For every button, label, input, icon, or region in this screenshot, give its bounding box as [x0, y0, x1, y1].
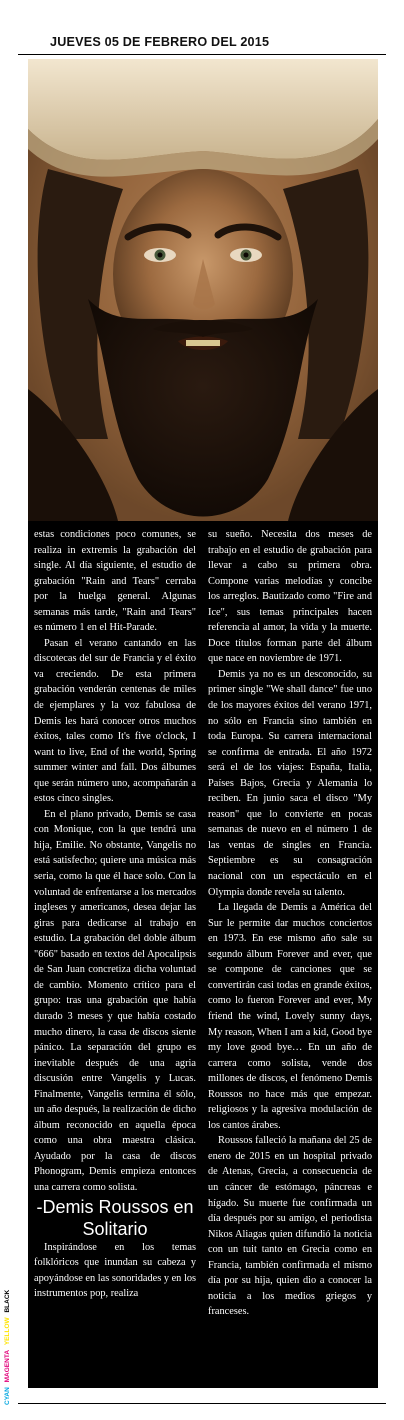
portrait-photo [28, 59, 378, 521]
article-paragraph: La llegada de Demis a América del Sur le permite dar muchos conciertos en 1973. En ese mismo año sale su segundo álbum Forever and ever, que se compone de canciones que se convertirán casi todas en grande éxitos, como lo fueron Forever and ever, My friend the wind, Lovely sunny days, My reason, When I am a kid, Good bye my love good bye… En un año de carrera como solista, vende dos millones de discos, el fenómeno Demis Roussos no hace más que empezar. religiosos y la agresiva modulación de los cantos árabes. [208, 902, 372, 1131]
color-bar-yellow: YELLOW [4, 1317, 11, 1346]
article-paragraph: estas condiciones poco comunes, se realiza in extremis la grabación del single. Al día siguiente, el estudio de grabación "Rain and Tears" cerraba por la huelga general. Algunas semanas más tarde, "Rain and Tears" es número 1 en el Hit-Parade. [34, 529, 196, 634]
article-column-right [208, 527, 372, 1320]
article-paragraph: Roussos falleció la mañana del 25 de enero de 2015 en un hospital privado de Atenas, Grecia, a consecuencia de un cáncer de estómago, páncreas e hígado. Su muerte fue confirmada un día después por su amigo, el periodista Nikos Aliagas quien difundió la noticia con un tuit tanto en Grecia como en Francia, también confirmada el mismo día por su hija, quien dio a conocer la noticia a los medios griegos y franceses. [208, 1135, 372, 1318]
article-paragraph: Pasan el verano cantando en las discotecas del sur de Francia y el éxito va creciendo. De esta primera grabación venderán centenas de miles de ejemplares y la voz fabulosa de Demis les hará conocer otros muchos éxitos, tales como It's five o'clock, I want to live, End of the world, Spring summer winter and fall. Dos álbumes que serán número uno, acompañarán a estos cinco singles. [34, 637, 196, 805]
footer-rule [18, 1403, 386, 1404]
section-subheading: -Demis Roussos en Solitario [36, 1196, 194, 1239]
article-paragraph: Inspirándose en los temas folklóricos que inundan su cabeza y apoyándose en las sonoridades y en los instrumentos pop, realiza [34, 1241, 197, 1300]
article-panel [28, 521, 378, 1388]
color-bar-cyan: CYAN [4, 1387, 11, 1405]
article-paragraph: Demis ya no es un desconocido, su primer single "We shall dance" fue uno de los mayores éxitos del verano 1971, no sólo en Francia sino también en toda Europa. Su carrera internacional se confirma de entrada. El año 1972 será el de los viajes: España, Italia, Países Bajos, Grecia y Alemania lo reciben. En junio saca el disco "My reason" que lo convierte en pocas semanas de nuevo en el número 1 de las ventas de singles en Francia. Septiembre es su consagración nacional con un espectáculo en el Olympia donde revela su talento. [208, 668, 372, 898]
portrait-illustration [28, 59, 378, 521]
page-date-header: JUEVES 05 DE FEBRERO DEL 2015 [50, 34, 270, 49]
header-rule [18, 54, 386, 55]
color-bar-magenta: MAGENTA [4, 1349, 11, 1383]
article-column-left [34, 527, 196, 1302]
print-color-bar [4, 1289, 16, 1405]
color-bar-black: BLACK [4, 1289, 11, 1313]
article-paragraph: En el plano privado, Demis se casa con Monique, con la que tendrá una hija, Emilie. No obstante, Vangelis no está satisfecho; quiere una música más seria, como la que él hace solo. Con la voluntad de enfrentarse a los mercados ingleses y americanos, desea dejar las giras para dedicarse al trabajo en estudio. La grabación del doble álbum "666" basado en textos del Apocalipsis de San Juan concretiza dicha voluntad de cambio. Momento crítico para el grupo: tras una grabación que había durado 3 meses y que había costado mucho dinero, la casa de discos siente pánico. La separación del grupo es inevitable después de una agria discusión entre Vangelis y Lucas. Finalmente, Vangelis termina él sólo, un año después, la realización de dicho álbum reconocido en aquella época como una obra maestra clásica. Ayudado por la casa de discos Phonogram, Demis empieza entonces una carrera como solista. [34, 808, 196, 1193]
article-paragraph: su sueño. Necesita dos meses de trabajo en el estudio de grabación para llevar a cabo su primera obra. Compone varias melodías y concibe los arreglos. Bautizado como "Fire and Ice", sus temas principales hacen referencia al amor, la vida y la muerte. Doce títulos forman parte del álbum que nace en noviembre de 1971. [208, 529, 372, 665]
